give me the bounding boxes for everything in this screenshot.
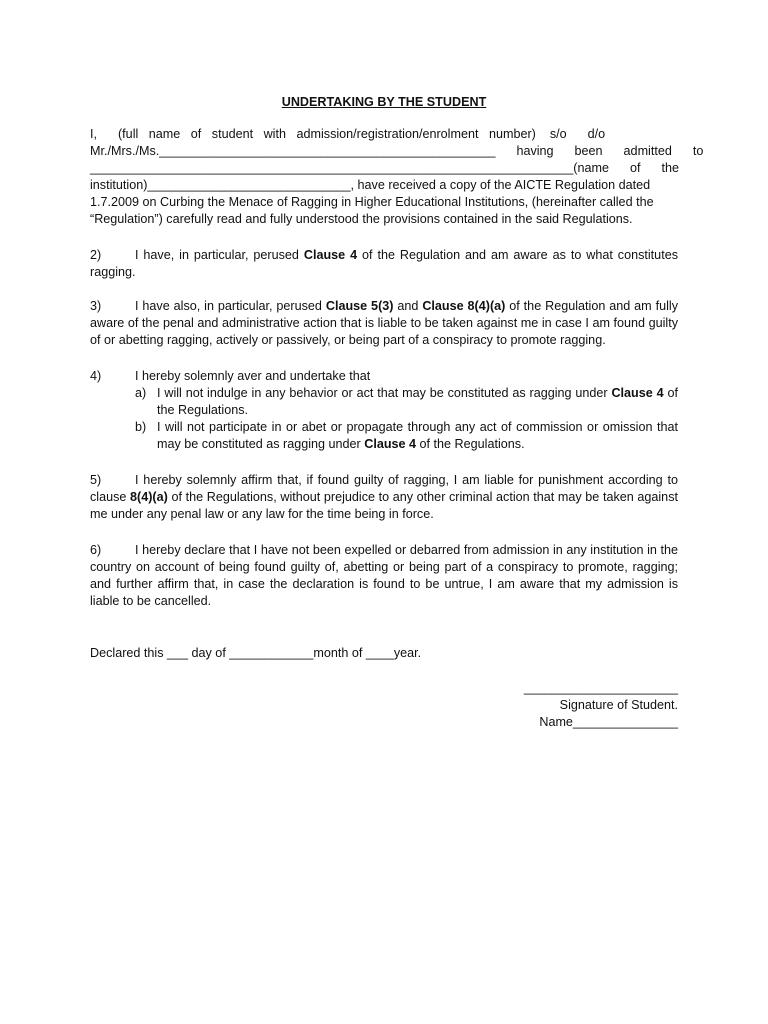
para2-text: I have, in particular, perused — [135, 248, 304, 262]
signature-block — [524, 680, 678, 731]
para2-text-end: of the Regulation and am aware as to what constitutes ragging. — [90, 248, 678, 279]
para1-line1: I, (full name of student with admission/registration/enrolment number) s/o d/o — [90, 127, 606, 141]
item-a-text-end: of the Regulations. — [157, 386, 678, 417]
item-a-text: I will not indulge in any behavior or act that may be constituted as ragging under — [157, 386, 612, 400]
student-name-line: Name_______________ — [539, 715, 678, 729]
para4-item-b — [135, 419, 678, 453]
item-b-label: b) — [135, 420, 147, 434]
para3-text: I have also, in particular, perused — [135, 299, 326, 313]
para1-line5: 1.7.2009 on Curbing the Menace of Ragging in Higher Educational Institutions, (hereinafter called the — [90, 195, 654, 209]
paragraph-2 — [90, 247, 678, 281]
item-b-text-end: of the Regulations. — [416, 437, 525, 451]
para4-heading: I hereby solemnly aver and undertake that — [135, 369, 371, 383]
para1-line4: institution)_____________________________, have received a copy of the AICTE Regulation dated — [90, 178, 651, 192]
signature-label: Signature of Student. — [559, 698, 678, 712]
paragraph-3 — [90, 298, 678, 349]
para2-number: 2) — [90, 248, 102, 262]
para5-number: 5) — [90, 473, 102, 487]
para4-item-a — [135, 385, 678, 419]
signature-line: ______________________ — [523, 681, 678, 695]
para1-line3: _____________________________________________________________________(name of the — [90, 161, 679, 175]
para2-bold-clause: Clause 4 — [303, 248, 358, 262]
item-a-bold-clause: Clause 4 — [611, 386, 664, 400]
paragraph-5 — [90, 472, 678, 523]
item-b-text: I will not participate in or abet or propagate through any act of commission or omission that may be constituted as ragging under — [157, 420, 678, 451]
para1-line6: “Regulation”) carefully read and fully understood the provisions contained in the said Regulations. — [90, 212, 633, 226]
para4-number: 4) — [90, 369, 102, 383]
para5-bold-clause: 8(4)(a) — [130, 490, 168, 504]
para3-text-mid: and — [393, 299, 423, 313]
para6-text: I hereby declare that I have not been expelled or debarred from admission in any institution in the country on account of being found guilty of, abetting or being part of a conspiracy to promote, ragging; and further affirm that, in case the declaration is found to be untrue, I am aware that my admission is liable to be cancelled. — [90, 543, 678, 608]
para3-bold-clause-1: Clause 5(3) — [325, 299, 394, 313]
para6-number: 6) — [90, 543, 102, 557]
declaration-date-line: Declared this ___ day of ____________month of ____year. — [90, 646, 422, 660]
document-title: UNDERTAKING BY THE STUDENT — [281, 95, 487, 109]
paragraph-6 — [90, 542, 678, 610]
para5-text-end: of the Regulations, without prejudice to any other criminal action that may be taken against me under any penal law or any law for the time being in force. — [90, 490, 678, 521]
para3-text-end: of the Regulation and am fully aware of the penal and administrative action that is liable to be taken against me in case I am found guilty of or abetting ragging, actively or passively, or being part of a conspiracy to promote ragging. — [90, 299, 678, 347]
para5-text: I hereby solemnly affirm that, if found guilty of ragging, I am liable for punishment according to clause — [90, 473, 678, 504]
paragraph-1 — [90, 126, 704, 228]
para3-number: 3) — [90, 299, 102, 313]
item-b-bold-clause: Clause 4 — [364, 437, 417, 451]
item-a-label: a) — [135, 386, 147, 400]
para3-bold-clause-2: Clause 8(4)(a) — [422, 299, 506, 313]
para4-head — [90, 368, 678, 385]
paragraph-4 — [90, 368, 678, 453]
para1-line2: Mr./Mrs./Ms.________________________________________________ having been admitted to — [90, 144, 704, 158]
